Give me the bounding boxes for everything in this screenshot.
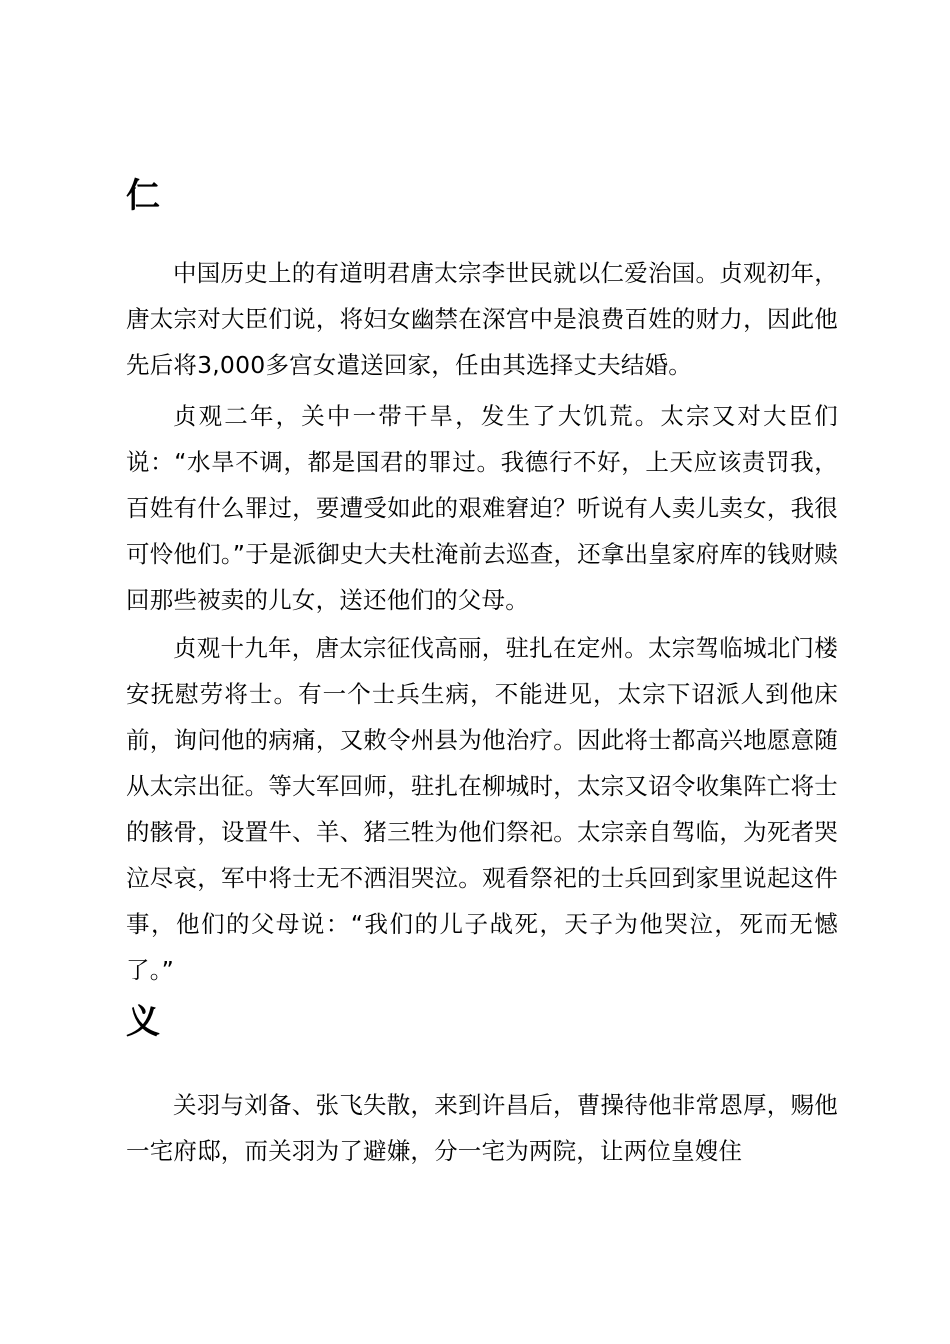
- paragraph: 中国历史上的有道明君唐太宗李世民就以仁爱治国。贞观初年，唐太宗对大臣们说，将妇女幽禁在深宫中是浪费百姓的财力，因此他先后将3,000多宫女遣送回家，任由其选择丈夫结婚。: [126, 259, 838, 379]
- paragraph: 关羽与刘备、张飞失散，来到许昌后，曹操待他非常恩厚，赐他一宅府邸，而关羽为了避嫌，分一宅为两院，让两位皇嫂住: [126, 1091, 838, 1165]
- paragraph: 贞观二年，关中一带干旱，发生了大饥荒。太宗又对大臣们说：“水旱不调，都是国君的罪过。我德行不好，上天应该责罚我，百姓有什么罪过，要遭受如此的艰难窘迫？听说有人卖儿卖女，我很可怜他们。”于是派御史大夫杜淹前去巡查，还拿出皇家府库的钱财赎回那些被卖的儿女，送还他们的父母。: [126, 402, 838, 614]
- section-heading-ren: 仁: [126, 176, 160, 216]
- section-heading-yi: 义: [126, 1002, 160, 1042]
- paragraph: 贞观十九年，唐太宗征伐高丽，驻扎在定州。太宗驾临城北门楼安抚慰劳将士。有一个士兵生病，不能进见，太宗下诏派人到他床前，询问他的病痛，又敕令州县为他治疗。因此将士都高兴地愿意随从太宗出征。等大军回师，驻扎在柳城时，太宗又诏令收集阵亡将士的骸骨，设置牛、羊、猪三牲为他们祭祀。太宗亲自驾临，为死者哭泣尽哀，军中将士无不洒泪哭泣。观看祭祀的士兵回到家里说起这件事，他们的父母说：“我们的儿子战死，天子为他哭泣，死而无憾了。”: [126, 634, 838, 984]
